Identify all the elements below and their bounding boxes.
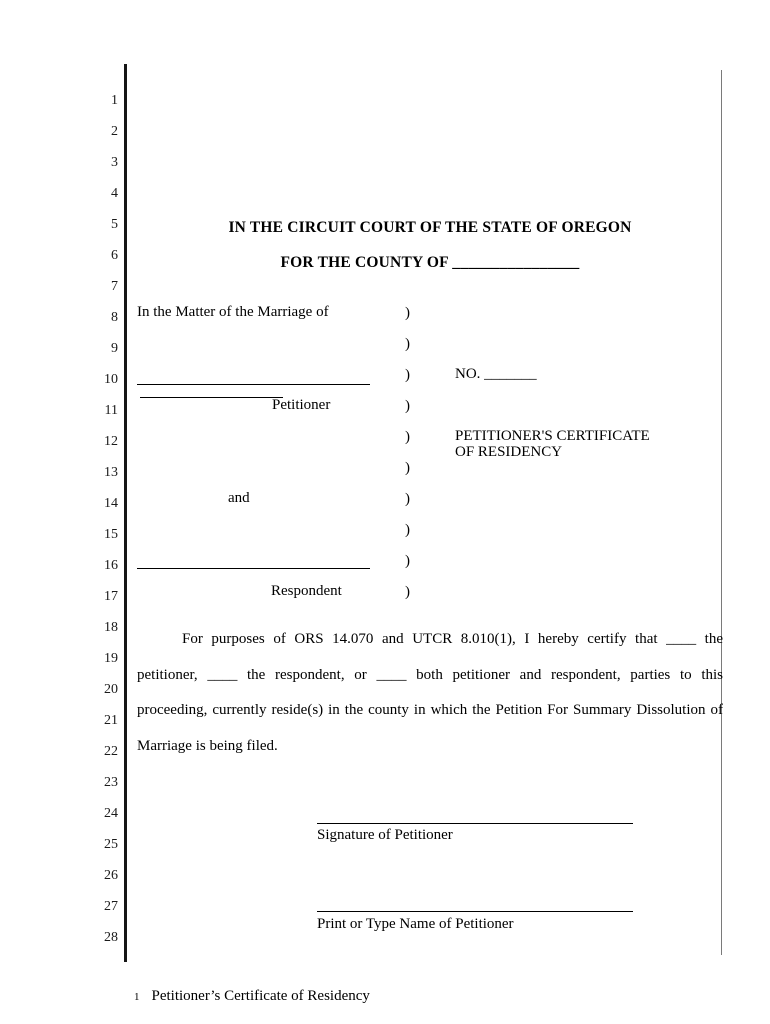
line-number: 12 <box>104 434 118 449</box>
left-margin-rule <box>124 64 127 962</box>
caption-divider-paren: ) <box>405 522 410 538</box>
signature-label: Signature of Petitioner <box>317 827 453 843</box>
caption-divider-paren: ) <box>405 584 410 600</box>
caption-divider-paren: ) <box>405 553 410 569</box>
caption-divider-column <box>405 298 410 608</box>
petitioner-label: Petitioner <box>272 397 331 413</box>
print-name-blank[interactable] <box>317 911 633 912</box>
line-number: 27 <box>104 899 118 914</box>
line-number: 9 <box>111 341 118 356</box>
petitioner-name-blank-secondary[interactable] <box>140 397 283 398</box>
footer-document-title: Petitioner’s Certificate of Residency <box>151 988 370 1004</box>
line-number: 17 <box>104 589 118 604</box>
line-number: 13 <box>104 465 118 480</box>
line-number: 18 <box>104 620 118 635</box>
line-number-column <box>70 85 118 953</box>
caption-matter-line: In the Matter of the Marriage of <box>137 304 329 320</box>
line-number: 16 <box>104 558 118 573</box>
and-label: and <box>228 490 250 506</box>
caption-divider-paren: ) <box>405 336 410 352</box>
respondent-name-blank[interactable] <box>137 568 370 569</box>
respondent-label: Respondent <box>271 583 342 599</box>
line-number: 26 <box>104 868 118 883</box>
footer-page-number: 1 <box>134 991 140 1003</box>
line-number: 4 <box>111 186 118 201</box>
court-title: IN THE CIRCUIT COURT OF THE STATE OF OREGON <box>228 219 632 236</box>
line-number: 2 <box>111 124 118 139</box>
line-number: 7 <box>111 279 118 294</box>
case-number-label[interactable]: NO. _______ <box>455 366 537 382</box>
caption-divider-paren: ) <box>405 398 410 414</box>
line-number: 20 <box>104 682 118 697</box>
document-title-line1: PETITIONER'S CERTIFICATE <box>455 428 650 444</box>
line-number: 10 <box>104 372 118 387</box>
line-number: 23 <box>104 775 118 790</box>
line-number: 22 <box>104 744 118 759</box>
footer <box>134 988 370 1005</box>
line-number: 6 <box>111 248 118 263</box>
certification-paragraph: For purposes of ORS 14.070 and UTCR 8.010(1), I hereby certify that ____ the petitioner, ____ the respondent, or ____ both petitioner and respondent, parties to this proceeding, currently reside(s) in the county in which the Petition For Summary Dissolution of Marriage is being filed. <box>137 631 723 754</box>
line-number: 1 <box>111 93 118 108</box>
line-number: 25 <box>104 837 118 852</box>
line-number: 8 <box>111 310 118 325</box>
caption-divider-paren: ) <box>405 460 410 476</box>
line-number: 21 <box>104 713 118 728</box>
print-name-label: Print or Type Name of Petitioner <box>317 916 514 932</box>
county-title: FOR THE COUNTY OF ________________ <box>280 254 580 271</box>
petitioner-name-blank[interactable] <box>137 384 370 385</box>
line-number: 3 <box>111 155 118 170</box>
line-number: 14 <box>104 496 118 511</box>
line-number: 19 <box>104 651 118 666</box>
caption-divider-paren: ) <box>405 305 410 321</box>
right-margin-rule <box>721 70 722 955</box>
caption-divider-paren: ) <box>405 367 410 383</box>
document-title-line2: OF RESIDENCY <box>455 444 563 460</box>
line-number: 28 <box>104 930 118 945</box>
line-number: 24 <box>104 806 118 821</box>
line-number: 11 <box>104 403 118 418</box>
line-number: 5 <box>111 217 118 232</box>
caption-divider-paren: ) <box>405 429 410 445</box>
signature-blank[interactable] <box>317 823 633 824</box>
caption-divider-paren: ) <box>405 491 410 507</box>
line-number: 15 <box>104 527 118 542</box>
